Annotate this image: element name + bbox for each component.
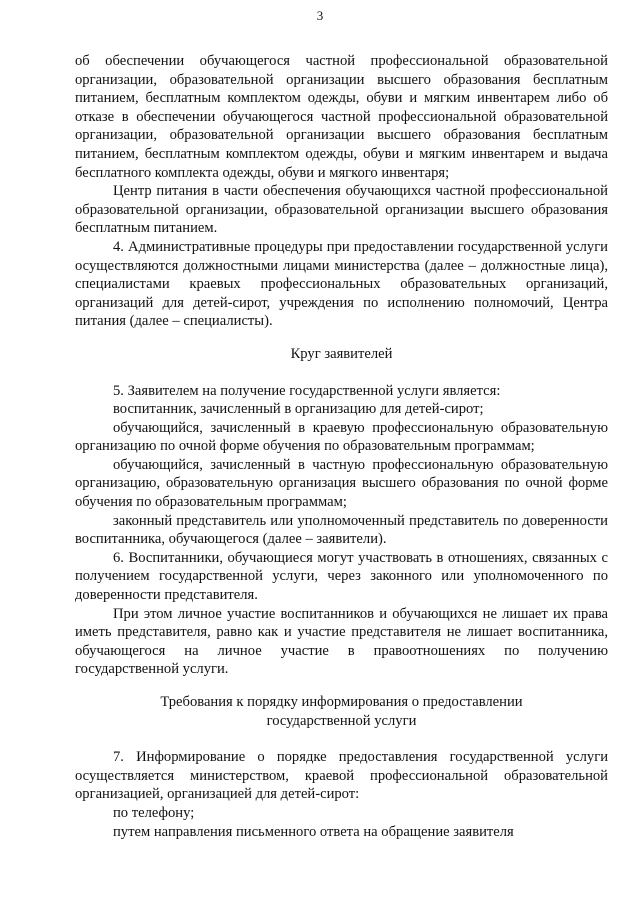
paragraph-text: законный представитель или уполномоченный представитель по доверенности воспитанника, обучающегося (далее – заявители). [75,512,608,548]
section-heading: Требования к порядку информирования о предоставлении [160,694,523,710]
paragraph-text: воспитанник, зачисленный в организацию для детей-сирот; [113,401,484,418]
page-number: 3 [316,8,324,23]
section-heading: Круг заявителей [290,345,393,362]
paragraph-text: путем направления письменного ответа на обращение заявителя [113,823,514,840]
paragraph-text: 4. Административные процедуры при предоставлении государственной услуги осуществляются должностными лицами министерства (далее – должностные лица), специалистами краевых профессиональных образовательных организаций, организаций для детей-сирот, учреждения по исполнению полномочий, Центра питания (далее – специалисты). [75,238,608,330]
paragraph-text: обучающийся, зачисленный в частную профессиональную образовательную организацию, образовательную организация высшего образования по очной форме обучения по образовательным программам; [75,456,608,511]
paragraph-text: При этом личное участие воспитанников и обучающихся не лишает их права иметь представителя, равно как и участие представителя не лишает воспитанника, обучающегося на личное участие в правоотношениях по получению государственной услуги. [75,605,608,678]
paragraph-text: 5. Заявителем на получение государственной услуги является: [113,382,501,399]
document-body [75,52,608,841]
paragraph-text: 6. Воспитанники, обучающиеся могут участвовать в отношениях, связанных с получением государственной услуги, через законного или уполномоченного по доверенности представителя. [75,549,608,604]
paragraph-text: Центр питания в части обеспечения обучающихся частной профессиональной образовательной организации, образовательной организации высшего образования бесплатным питанием. [75,183,608,237]
paragraph-text: по телефону; [113,804,195,821]
paragraph-text: об обеспечении обучающегося частной профессиональной образовательной организации, образовательной организации высшего образования бесплатным питанием, бесплатным комплектом одежды, обуви и мягким инвентарем либо об отказе в обеспечении обучающегося частной профессиональной образовательной организации, образовательной организации высшего образования бесплатным питанием, бесплатным комплектом одежды, обуви и мягким инвентарем и выдача бесплатного комплекта одежды, обуви и мягкого инвентаря; [75,53,608,181]
paragraph-text: 7. Информирование о порядке предоставления государственной услуги осуществляется министерством, краевой профессиональной образовательной организацией, организацией для детей-сирот: [75,749,608,803]
paragraph-text: обучающийся, зачисленный в краевую профессиональную образовательную организацию по очной форме обучения по образовательным программам; [75,419,608,455]
section-heading: государственной услуги [266,712,417,729]
